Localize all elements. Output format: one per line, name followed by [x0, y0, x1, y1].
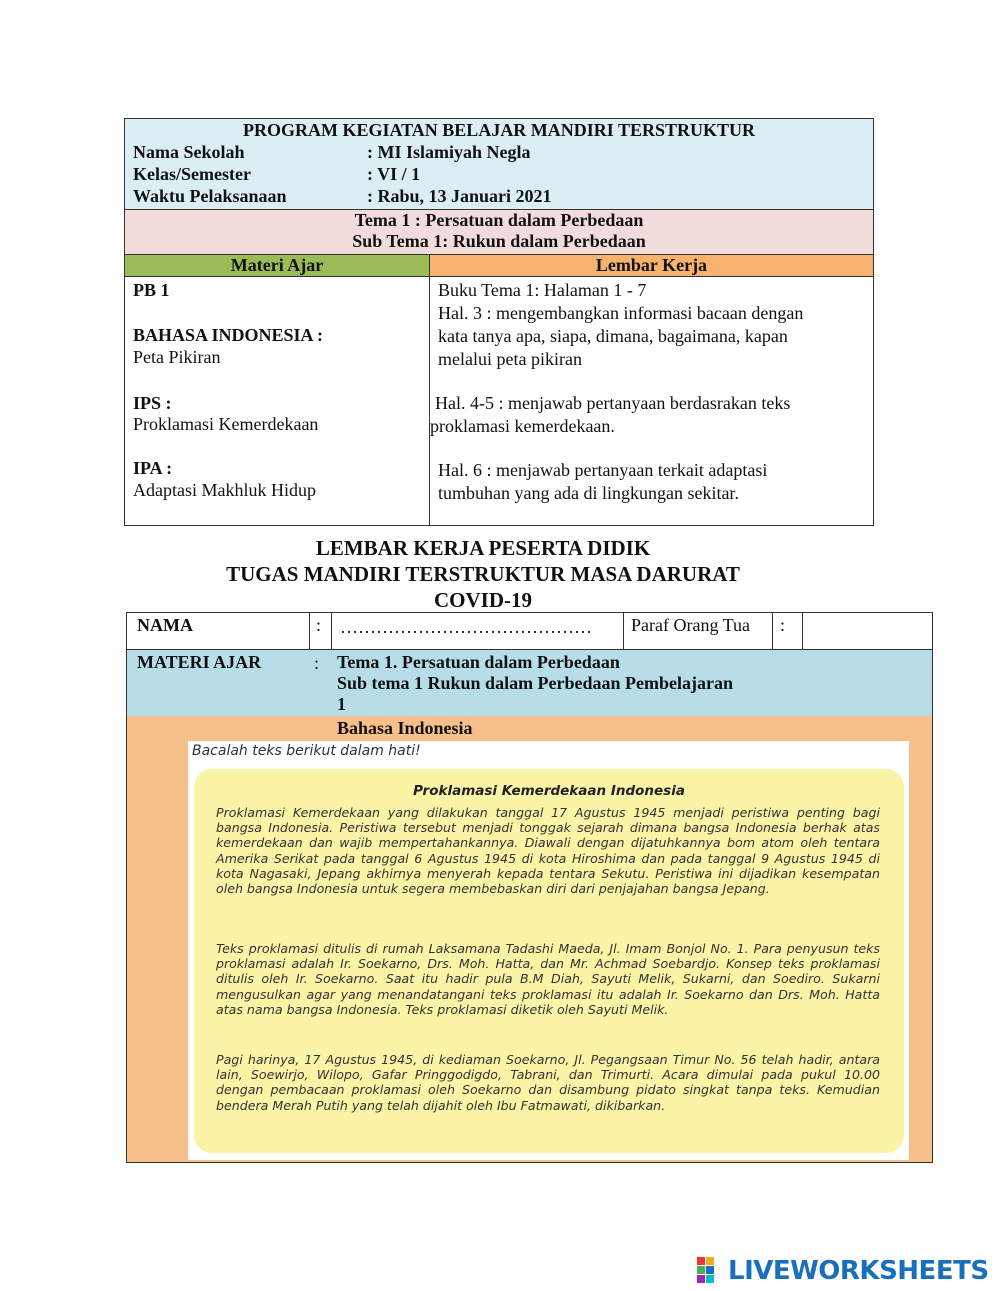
materi-line: 1	[337, 694, 346, 714]
column-header-lembar-kerja: Lembar Kerja	[430, 255, 873, 277]
reading-box	[194, 769, 904, 1153]
schedule-value: : Rabu, 13 Januari 2021	[367, 186, 552, 206]
school-name-value: : MI Islamiyah Negla	[367, 142, 531, 162]
parent-signature-label: Paraf Orang Tua	[631, 615, 750, 635]
subject-topic: Proklamasi Kemerdekaan	[133, 414, 319, 434]
worksheet-subtitle: TUGAS MANDIRI TERSTRUKTUR MASA DARURAT	[226, 562, 740, 586]
name-field[interactable]: ……………………………………	[340, 617, 592, 637]
student-worksheet-table	[126, 612, 933, 1163]
reading-passage-image	[188, 741, 909, 1160]
book-reference: Buku Tema 1: Halaman 1 - 7	[438, 280, 647, 300]
subject-name: IPS :	[133, 393, 172, 413]
worksheet-subtitle-covid: COVID-19	[434, 588, 532, 612]
parent-signature-field[interactable]	[803, 613, 932, 649]
worksheet-title: LEMBAR KERJA PESERTA DIDIK	[315, 536, 651, 560]
program-title: PROGRAM KEGIATAN BELAJAR MANDIRI TERSTRUKTUR	[242, 120, 756, 140]
task-line: melalui peta pikiran	[438, 349, 582, 369]
parent-signature-colon: :	[780, 615, 786, 635]
task-line: Hal. 6 : menjawab pertanyaan terkait adaptasi	[438, 460, 768, 480]
task-line: Hal. 3 : mengembangkan informasi bacaan dengan	[438, 303, 804, 323]
task-line: kata tanya apa, siapa, dimana, bagaimana, kapan	[438, 326, 788, 346]
school-name-label: Nama Sekolah	[133, 142, 245, 162]
liveworksheets-logo-text: LIVEWORKSHEETS	[728, 1256, 989, 1286]
name-row	[127, 613, 932, 650]
reading-paragraph: Pagi harinya, 17 Agustus 1945, di kediaman Soekarno, Jl. Pegangsaan Timur No. 56 telah hadir, antara lain, Soewirjo, Wilopo, Gafar Pringgodigdo, Tabrani, dan Trimurti. Acara dimulai pada pukul 10.00 dengan pembacaan proklamasi oleh Soekarno dan disambung pidato singkat tanpa teks. Kemudian bendera Merah Putih yang telah dijahit oleh Ibu Fatmawati, dikibarkan.	[216, 1052, 880, 1113]
column-header-materi: Materi Ajar	[125, 255, 430, 277]
reading-paragraph: Proklamasi Kemerdekaan yang dilakukan tanggal 17 Agustus 1945 menjadi peristiwa penting bagi bangsa Indonesia. Peristiwa tersebut menjadi tonggak sejarah dimana bangsa Indonesia berhak atas kemerdekaan dan wajib mempertahankannya. Diawali dengan dijatuhkannya bom atom oleh tentara Amerika Serikat pada tanggal 6 Agustus 1945 di kota Hiroshima dan pada tanggal 9 Agustus 1945 di kota Nagasaki, Jepang akhirnya menyerah kepada tentara Sekutu. Peristiwa ini dijadikan kesempatan oleh bangsa Indonesia untuk segera membebaskan diri dari penjajahan bangsa Jepang.	[216, 805, 880, 897]
reading-paragraph: Teks proklamasi ditulis di rumah Laksamana Tadashi Maeda, Jl. Imam Bonjol No. 1. Para penyusun teks proklamasi adalah Ir. Soekarno, Drs. Moh. Hatta, dan Mr. Achmad Soebardjo. Konsep teks proklamasi ditulis oleh Ir. Soekarno. Saat itu hadir pula B.M Diah, Sayuti Melik, Sukarni, dan Soediro. Sukarni mengusulkan agar yang menandatangani teks proklamasi itu adalah Ir. Soekarno dan Drs. Moh. Hatta atas nama bangsa Indonesia. Teks proklamasi diketik oleh Sayuti Melik.	[216, 941, 880, 1017]
subject-name: IPA :	[133, 458, 173, 478]
theme-title: Tema 1 : Persatuan dalam Perbedaan	[354, 210, 644, 230]
reading-instruction: Bacalah teks berikut dalam hati!	[192, 743, 421, 759]
schedule-label: Waktu Pelaksanaan	[133, 186, 287, 206]
materi-line: Tema 1. Persatuan dalam Perbedaan	[337, 652, 620, 672]
program-table	[124, 118, 874, 526]
class-semester-label: Kelas/Semester	[133, 164, 251, 184]
cell-divider	[623, 613, 624, 649]
theme-row	[125, 210, 873, 255]
program-header	[125, 119, 873, 210]
subtheme-title: Sub Tema 1: Rukun dalam Perbedaan	[352, 231, 646, 251]
subject-topic: Adaptasi Makhluk Hidup	[133, 480, 316, 500]
column-divider	[429, 277, 430, 525]
materi-colon: :	[314, 653, 320, 673]
subject-label: Bahasa Indonesia	[337, 718, 473, 738]
materi-line: Sub tema 1 Rukun dalam Perbedaan Pembelajaran	[337, 673, 734, 693]
task-line: proklamasi kemerdekaan.	[430, 416, 615, 436]
materi-label: MATERI AJAR	[137, 652, 262, 672]
name-colon: :	[316, 615, 322, 635]
materi-row	[127, 650, 932, 716]
cell-divider	[772, 613, 773, 649]
subject-name: BAHASA INDONESIA :	[133, 325, 324, 345]
subject-topic: Peta Pikiran	[133, 347, 221, 367]
reading-title: Proklamasi Kemerdekaan Indonesia	[413, 783, 685, 799]
cell-divider	[309, 613, 310, 649]
name-label: NAMA	[137, 615, 193, 635]
task-line: tumbuhan yang ada di lingkungan sekitar.	[438, 483, 739, 503]
task-line: Hal. 4-5 : menjawab pertanyaan berdasrakan teks	[435, 393, 791, 413]
pb-label: PB 1	[133, 280, 170, 300]
class-semester-value: : VI / 1	[367, 164, 421, 184]
liveworksheets-logo-icon	[697, 1257, 725, 1287]
cell-divider	[331, 613, 332, 649]
